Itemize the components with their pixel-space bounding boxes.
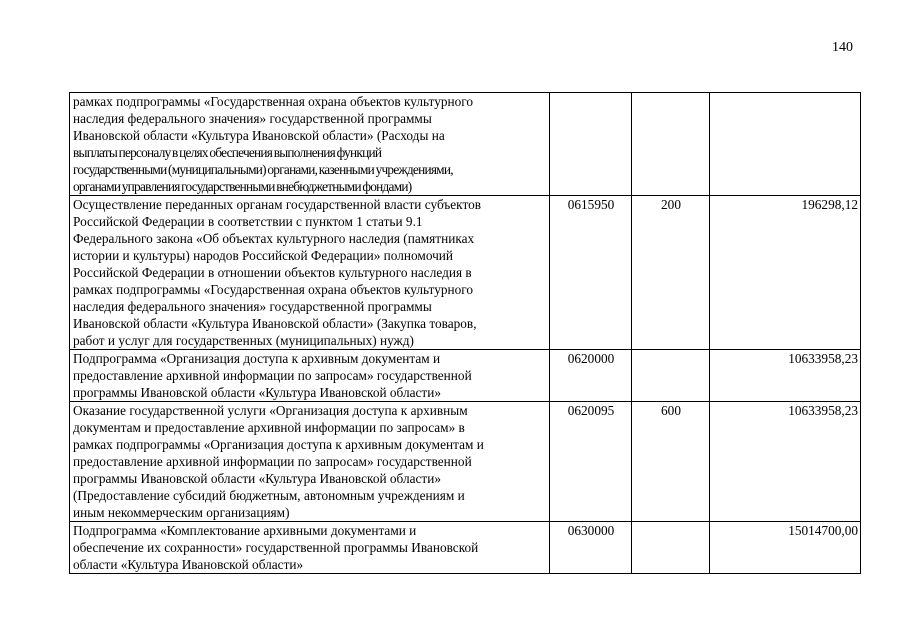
- row-name-line: наследия федерального значения» государственной программы: [73, 111, 432, 126]
- row-name-line: документам и предоставление архивной информации по запросам» в: [73, 420, 465, 435]
- row-vr-cell: [632, 522, 710, 574]
- row-name-line: иным некоммерческим организациям): [73, 505, 290, 520]
- table-row: [70, 402, 861, 522]
- row-name-line: рамках подпрограммы «Государственная охрана объектов культурного: [73, 94, 474, 109]
- row-name-line: Оказание государственной услуги «Организация доступа к архивным: [73, 403, 468, 418]
- row-vr-cell: 600: [632, 402, 710, 522]
- row-vr-cell: [632, 93, 710, 196]
- row-name-line: Федерального закона «Об объектах культурного наследия (памятниках: [73, 231, 475, 246]
- row-name-line: органами управления государственными внебюджетными фондами): [73, 179, 412, 194]
- row-csr-cell: 0620095: [550, 402, 632, 522]
- row-name-cell: [70, 350, 550, 402]
- row-csr-cell: [550, 93, 632, 196]
- row-name-cell: [70, 402, 550, 522]
- row-name-line: Подпрограмма «Организация доступа к архивным документам и: [73, 351, 441, 366]
- row-name-line: Ивановской области «Культура Ивановской области» (Закупка товаров,: [73, 316, 477, 331]
- row-name-line: обеспечение их сохранности» государственной программы Ивановской: [73, 540, 479, 555]
- row-name-line: Российской Федерации в отношении объектов культурного наследия в: [73, 265, 472, 280]
- page-number: 140: [832, 40, 853, 55]
- row-sum-cell: 10633958,23: [710, 402, 861, 522]
- row-name-line: (Предоставление субсидий бюджетным, автономным учреждениям и: [73, 488, 465, 503]
- row-name-line: выплаты персоналу в целях обеспечения выполнения функций: [73, 145, 382, 160]
- row-vr-cell: 200: [632, 196, 710, 350]
- row-sum-cell: [710, 93, 861, 196]
- row-name-line: предоставление архивной информации по запросам» государственной: [73, 368, 472, 383]
- row-name-line: рамках подпрограммы «Организация доступа к архивным документам и: [73, 437, 484, 452]
- row-name-line: Ивановской области «Культура Ивановской области» (Расходы на: [73, 128, 445, 143]
- row-name-line: программы Ивановской области «Культура Ивановской области»: [73, 471, 442, 486]
- row-csr-cell: 0620000: [550, 350, 632, 402]
- row-name-line: государственными (муниципальными) органами, казенными учреждениями,: [73, 162, 453, 177]
- row-name-line: наследия федерального значения» государственной программы: [73, 299, 432, 314]
- table-row: [70, 196, 861, 350]
- row-name-cell: [70, 522, 550, 574]
- row-name-cell: [70, 196, 550, 350]
- table-row: [70, 350, 861, 402]
- row-sum-cell: 15014700,00: [710, 522, 861, 574]
- row-sum-cell: 196298,12: [710, 196, 861, 350]
- row-csr-cell: 0615950: [550, 196, 632, 350]
- row-name-line: истории и культуры) народов Российской Федерации» полномочий: [73, 248, 454, 263]
- table-row: [70, 93, 861, 196]
- row-vr-cell: [632, 350, 710, 402]
- budget-table: [69, 92, 861, 574]
- row-name-line: предоставление архивной информации по запросам» государственной: [73, 454, 472, 469]
- row-name-line: Подпрограмма «Комплектование архивными документами и: [73, 523, 417, 538]
- row-sum-cell: 10633958,23: [710, 350, 861, 402]
- row-name-cell: [70, 93, 550, 196]
- row-name-line: работ и услуг для государственных (муниципальных) нужд): [73, 333, 414, 348]
- row-name-line: области «Культура Ивановской области»: [73, 557, 304, 572]
- row-name-line: программы Ивановской области «Культура Ивановской области»: [73, 385, 442, 400]
- row-name-line: Осуществление переданных органам государственной власти субъектов: [73, 197, 482, 212]
- table-row: [70, 522, 861, 574]
- row-name-line: рамках подпрограммы «Государственная охрана объектов культурного: [73, 282, 474, 297]
- row-csr-cell: 0630000: [550, 522, 632, 574]
- row-name-line: Российской Федерации в соответствии с пунктом 1 статьи 9.1: [73, 214, 423, 229]
